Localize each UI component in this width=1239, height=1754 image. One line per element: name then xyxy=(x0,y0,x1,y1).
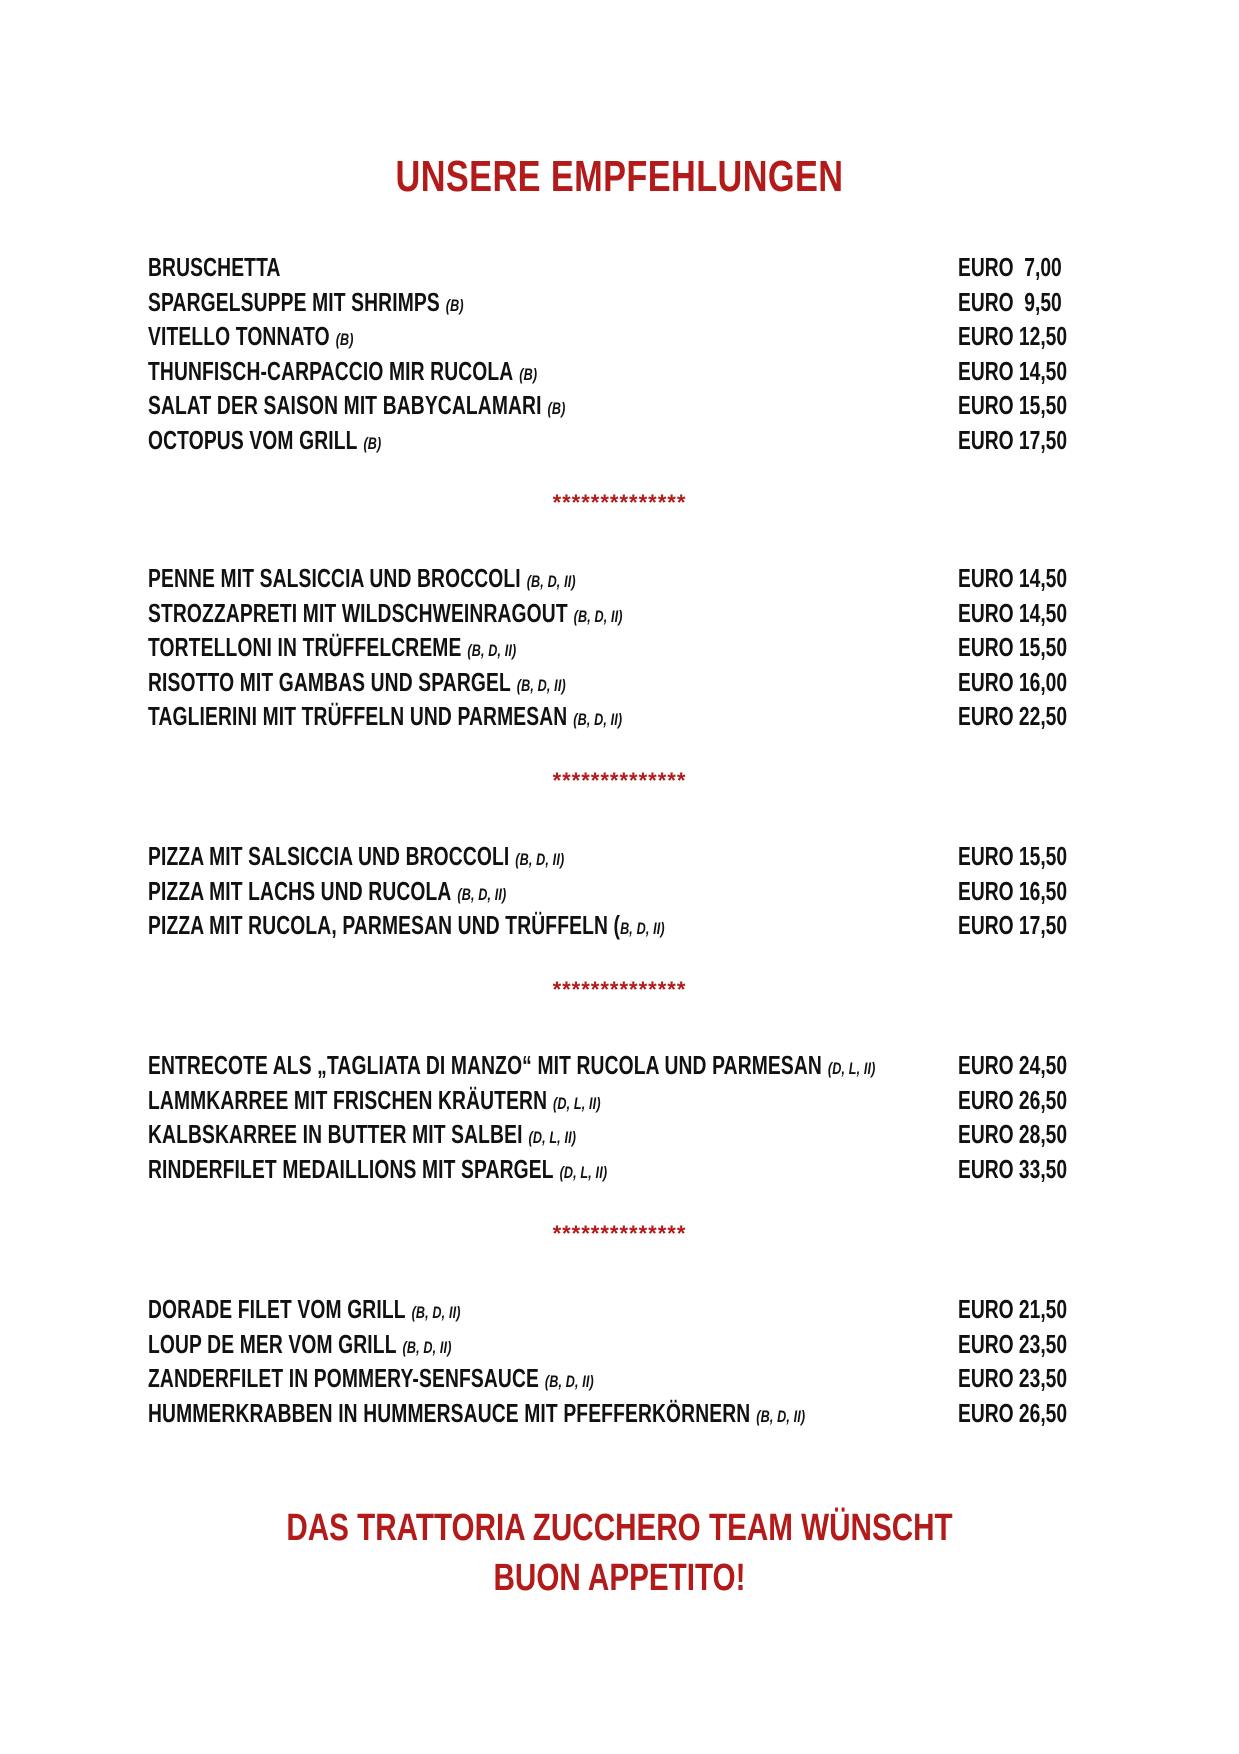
separator: ************** xyxy=(552,768,687,793)
dish-name: LAMMKARREE MIT FRISCHEN KRÄUTERN xyxy=(148,1084,548,1115)
dish-price: EURO 33,50 xyxy=(958,1153,1068,1184)
allergen-codes: B, D, II) xyxy=(620,919,665,939)
dish-label xyxy=(148,596,623,635)
dish-name: RINDERFILET MEDAILLIONS MIT SPARGEL xyxy=(148,1153,554,1184)
dish-name: ZANDERFILET IN POMMERY-SENFSAUCE xyxy=(148,1363,539,1394)
dish-label xyxy=(148,908,665,947)
dish-label xyxy=(148,839,564,878)
dish-label xyxy=(148,423,381,462)
separator: ************** xyxy=(552,977,687,1002)
footer-line-1: DAS TRATTORIA ZUCCHERO TEAM WÜNSCHT xyxy=(286,1507,953,1549)
dish-name: TAGLIERINI MIT TRÜFFELN UND PARMESAN xyxy=(148,701,568,732)
dish-name: SALAT DER SAISON MIT BABYCALAMARI xyxy=(148,390,542,421)
dish-label xyxy=(148,285,464,324)
dish-label xyxy=(148,1048,875,1087)
dish-name: PIZZA MIT LACHS UND RUCOLA xyxy=(148,875,452,906)
allergen-codes: (D, L, II) xyxy=(528,1128,577,1148)
allergen-codes: (B, D, II) xyxy=(515,850,565,869)
allergen-codes: (B, D, II) xyxy=(756,1406,806,1426)
dish-price: EURO 17,50 xyxy=(958,910,1068,941)
allergen-codes: (D, L, II) xyxy=(559,1162,608,1182)
dish-name: TORTELLONI IN TRÜFFELCREME xyxy=(148,632,462,663)
menu-item xyxy=(148,1396,1088,1431)
menu-title: UNSERE EMPFEHLUNGEN xyxy=(395,152,844,201)
dish-price: EURO 16,00 xyxy=(958,666,1068,697)
dish-price: EURO 26,50 xyxy=(958,1084,1068,1115)
menu-item xyxy=(148,630,1088,665)
allergen-codes: (D, L, II) xyxy=(553,1093,601,1113)
menu-item xyxy=(148,1361,1088,1396)
dish-label xyxy=(148,874,506,913)
dish-price: EURO 23,50 xyxy=(958,1328,1068,1359)
menu-item xyxy=(148,839,1088,874)
section-meat xyxy=(148,1048,1088,1186)
section-starters xyxy=(148,250,1088,458)
dish-price: EURO 12,50 xyxy=(958,321,1068,352)
dish-price: EURO 15,50 xyxy=(958,390,1068,421)
dish-name: KALBSKARREE IN BUTTER MIT SALBEI xyxy=(148,1119,523,1150)
dish-price: EURO 28,50 xyxy=(958,1119,1068,1150)
dish-name: PENNE MIT SALSICCIA UND BROCCOLI xyxy=(148,563,521,593)
dish-price: EURO 7,00 xyxy=(958,252,1062,282)
menu-item xyxy=(148,561,1088,596)
allergen-codes: (B) xyxy=(363,433,382,453)
dish-label xyxy=(148,630,516,669)
section-fish xyxy=(148,1292,1088,1430)
menu-item xyxy=(148,354,1088,389)
footer-line-2: BUON APPETITO! xyxy=(493,1557,746,1599)
section-pizza xyxy=(148,839,1088,943)
allergen-codes: (B) xyxy=(519,364,538,384)
dish-name: HUMMERKRABBEN IN HUMMERSAUCE MIT PFEFFERKÖRNERN xyxy=(148,1397,751,1428)
menu-item xyxy=(148,874,1088,909)
allergen-codes: (B, D, II) xyxy=(411,1303,461,1322)
separator: ************** xyxy=(552,1221,687,1246)
dish-label xyxy=(148,1327,452,1366)
dish-price: EURO 15,50 xyxy=(958,841,1068,871)
section-pasta xyxy=(148,561,1088,734)
dish-price: EURO 14,50 xyxy=(958,597,1068,628)
menu-item xyxy=(148,250,1088,285)
dish-label xyxy=(148,1152,607,1191)
dish-label xyxy=(148,388,565,427)
dish-label xyxy=(148,1083,601,1122)
allergen-codes: (D, L, II) xyxy=(827,1059,876,1078)
menu-item xyxy=(148,596,1088,631)
dish-label xyxy=(148,1292,461,1331)
allergen-codes: (B, D, II) xyxy=(573,606,623,626)
allergen-codes: (B) xyxy=(445,295,464,315)
menu-item xyxy=(148,665,1088,700)
menu-item xyxy=(148,1083,1088,1118)
menu-item xyxy=(148,423,1088,458)
menu-item xyxy=(148,1117,1088,1152)
dish-price: EURO 23,50 xyxy=(958,1363,1068,1394)
menu-item xyxy=(148,1292,1088,1327)
allergen-codes: (B, D, II) xyxy=(573,710,623,730)
dish-name: STROZZAPRETI MIT WILDSCHWEINRAGOUT xyxy=(148,597,568,628)
dish-price: EURO 9,50 xyxy=(958,286,1062,317)
menu-item xyxy=(148,1152,1088,1187)
dish-name: RISOTTO MIT GAMBAS UND SPARGEL xyxy=(148,666,511,697)
menu-item xyxy=(148,1327,1088,1362)
separator: ************** xyxy=(552,490,687,515)
dish-price: EURO 14,50 xyxy=(958,355,1068,386)
allergen-codes: (B, D, II) xyxy=(402,1337,452,1357)
dish-price: EURO 17,50 xyxy=(958,424,1068,455)
allergen-codes: (B, D, II) xyxy=(516,675,566,695)
dish-label xyxy=(148,665,566,704)
dish-price: EURO 16,50 xyxy=(958,875,1068,906)
menu-item xyxy=(148,1048,1088,1083)
allergen-codes: (B, D, II) xyxy=(467,641,517,661)
menu-item xyxy=(148,699,1088,734)
dish-label xyxy=(148,1361,594,1400)
allergen-codes: (B, D, II) xyxy=(544,1372,594,1392)
allergen-codes: (B) xyxy=(335,330,354,350)
dish-label xyxy=(148,354,537,393)
dish-name: OCTOPUS VOM GRILL xyxy=(148,424,358,455)
dish-label xyxy=(148,250,281,285)
menu-item xyxy=(148,285,1088,320)
dish-name: VITELLO TONNATO xyxy=(148,321,330,352)
dish-price: EURO 21,50 xyxy=(958,1294,1068,1324)
dish-price: EURO 26,50 xyxy=(958,1397,1068,1428)
dish-label xyxy=(148,1117,576,1156)
dish-price: EURO 15,50 xyxy=(958,632,1068,663)
dish-price: EURO 22,50 xyxy=(958,701,1068,732)
menu-item xyxy=(148,388,1088,423)
dish-name: DORADE FILET VOM GRILL xyxy=(148,1294,406,1324)
dish-name: PIZZA MIT RUCOLA, PARMESAN UND TRÜFFELN ( xyxy=(148,910,621,941)
allergen-codes: (B) xyxy=(547,399,566,419)
dish-name: PIZZA MIT SALSICCIA UND BROCCOLI xyxy=(148,841,510,871)
dish-name: LOUP DE MER VOM GRILL xyxy=(148,1328,397,1359)
menu-item xyxy=(148,908,1088,943)
dish-label xyxy=(148,561,576,600)
dish-name: ENTRECOTE ALS „TAGLIATA DI MANZO“ MIT RUCOLA UND PARMESAN xyxy=(148,1050,822,1080)
allergen-codes: (B, D, II) xyxy=(457,884,507,904)
dish-label xyxy=(148,699,622,738)
dish-label xyxy=(148,319,354,358)
dish-name: BRUSCHETTA xyxy=(148,252,281,282)
dish-price: EURO 14,50 xyxy=(958,563,1068,593)
menu-item xyxy=(148,319,1088,354)
dish-label xyxy=(148,1396,805,1435)
allergen-codes: (B, D, II) xyxy=(526,572,576,591)
dish-name: THUNFISCH-CARPACCIO MIR RUCOLA xyxy=(148,355,514,386)
dish-price: EURO 24,50 xyxy=(958,1050,1068,1080)
dish-name: SPARGELSUPPE MIT SHRIMPS xyxy=(148,286,440,317)
